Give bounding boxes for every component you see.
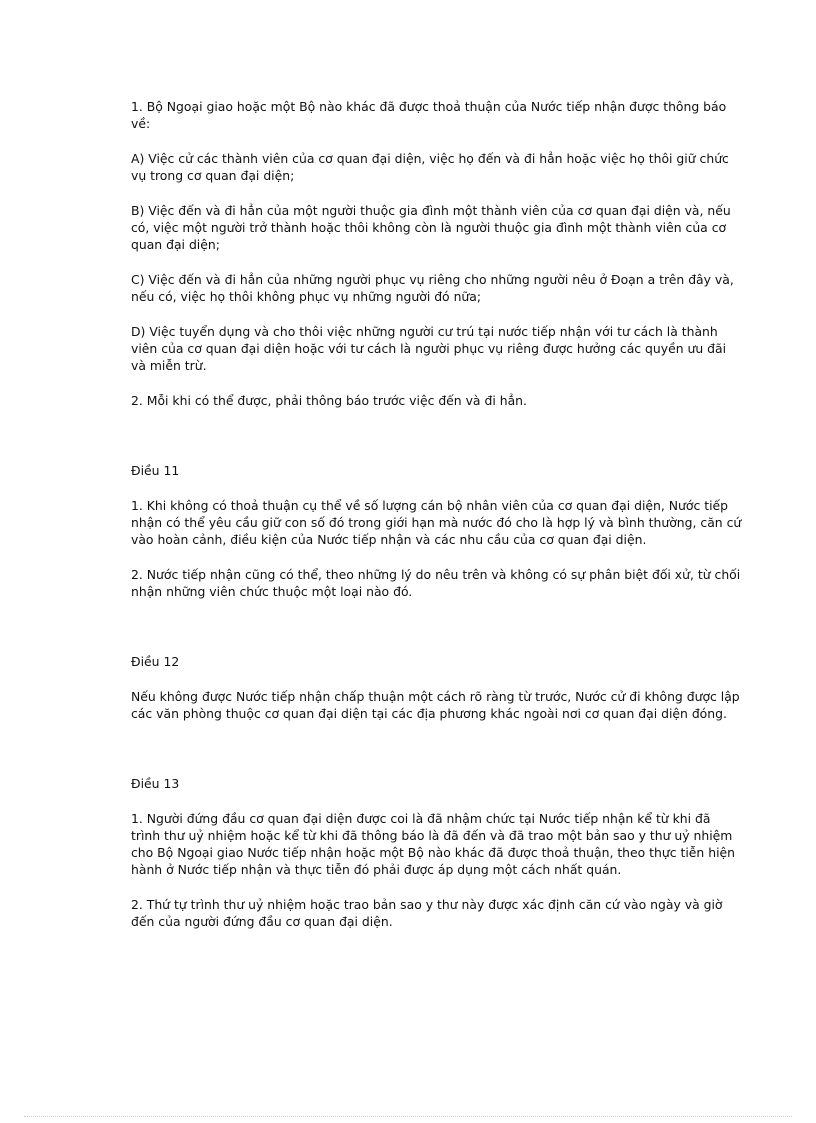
paragraph: D) Việc tuyển dụng và cho thôi việc những người cư trú tại nước tiếp nhận với tư cách là thành viên của cơ quan đại diện hoặc với tư cách là người phục vụ riêng được hưởng các quyền ưu đãi và miễn trừ. bbox=[131, 324, 727, 373]
document-body bbox=[131, 98, 743, 930]
article-heading: Điều 11 bbox=[131, 463, 180, 478]
paragraph: 1. Người đứng đầu cơ quan đại diện được coi là đã nhậm chức tại Nước tiếp nhận kể từ khi đã trình thư uỷ nhiệm hoặc kể từ khi đã thông báo là đã đến và đã trao một bản sao y thư uỷ nhiệm cho Bộ Ngoại giao Nước tiếp nhận hoặc một Bộ nào khác đã được thoả thuận, theo thực tiễn hiện hành ở Nước tiếp nhận và thực tiễn đó phải được áp dụng một cách nhất quán. bbox=[131, 811, 735, 877]
paragraph: 1. Khi không có thoả thuận cụ thể về số lượng cán bộ nhân viên của cơ quan đại diện, Nước tiếp nhận có thể yêu cầu giữ con số đó trong giới hạn mà nước đó cho là hợp lý và bình thường, căn cứ vào hoàn cảnh, điều kiện của Nước tiếp nhận và các nhu cầu của cơ quan đại diện. bbox=[131, 498, 742, 547]
article-heading: Điều 12 bbox=[131, 654, 180, 669]
paragraph: C) Việc đến và đi hẳn của những người phục vụ riêng cho những người nêu ở Đoạn a trên đây và, nếu có, việc họ thôi không phục vụ những người đó nữa; bbox=[131, 272, 734, 304]
paragraph: B) Việc đến và đi hẳn của một người thuộc gia đình một thành viên của cơ quan đại diện và, nếu có, việc một người trở thành hoặc thôi không còn là người thuộc gia đình một thành viên của cơ quan đại diện; bbox=[131, 203, 731, 252]
paragraph: 1. Bộ Ngoại giao hoặc một Bộ nào khác đã được thoả thuận của Nước tiếp nhận được thông báo về: bbox=[131, 99, 727, 131]
paragraph: A) Việc cử các thành viên của cơ quan đại diện, việc họ đến và đi hẳn hoặc việc họ thôi giữ chức vụ trong cơ quan đại diện; bbox=[131, 151, 729, 183]
page-bottom-divider bbox=[24, 1116, 792, 1117]
article-heading: Điều 13 bbox=[131, 776, 180, 791]
paragraph: 2. Thứ tự trình thư uỷ nhiệm hoặc trao bản sao y thư này được xác định căn cứ vào ngày và giờ đến của người đứng đầu cơ quan đại diện. bbox=[131, 897, 723, 929]
paragraph: 2. Nước tiếp nhận cũng có thể, theo những lý do nêu trên và không có sự phân biệt đối xử, từ chối nhận những viên chức thuộc một loại nào đó. bbox=[131, 567, 741, 599]
paragraph: Nếu không được Nước tiếp nhận chấp thuận một cách rõ ràng từ trước, Nước cử đi không được lập các văn phòng thuộc cơ quan đại diện tại các địa phương khác ngoài nơi cơ quan đại diện đóng. bbox=[131, 689, 740, 721]
paragraph: 2. Mỗi khi có thể được, phải thông báo trước việc đến và đi hẳn. bbox=[131, 393, 527, 408]
